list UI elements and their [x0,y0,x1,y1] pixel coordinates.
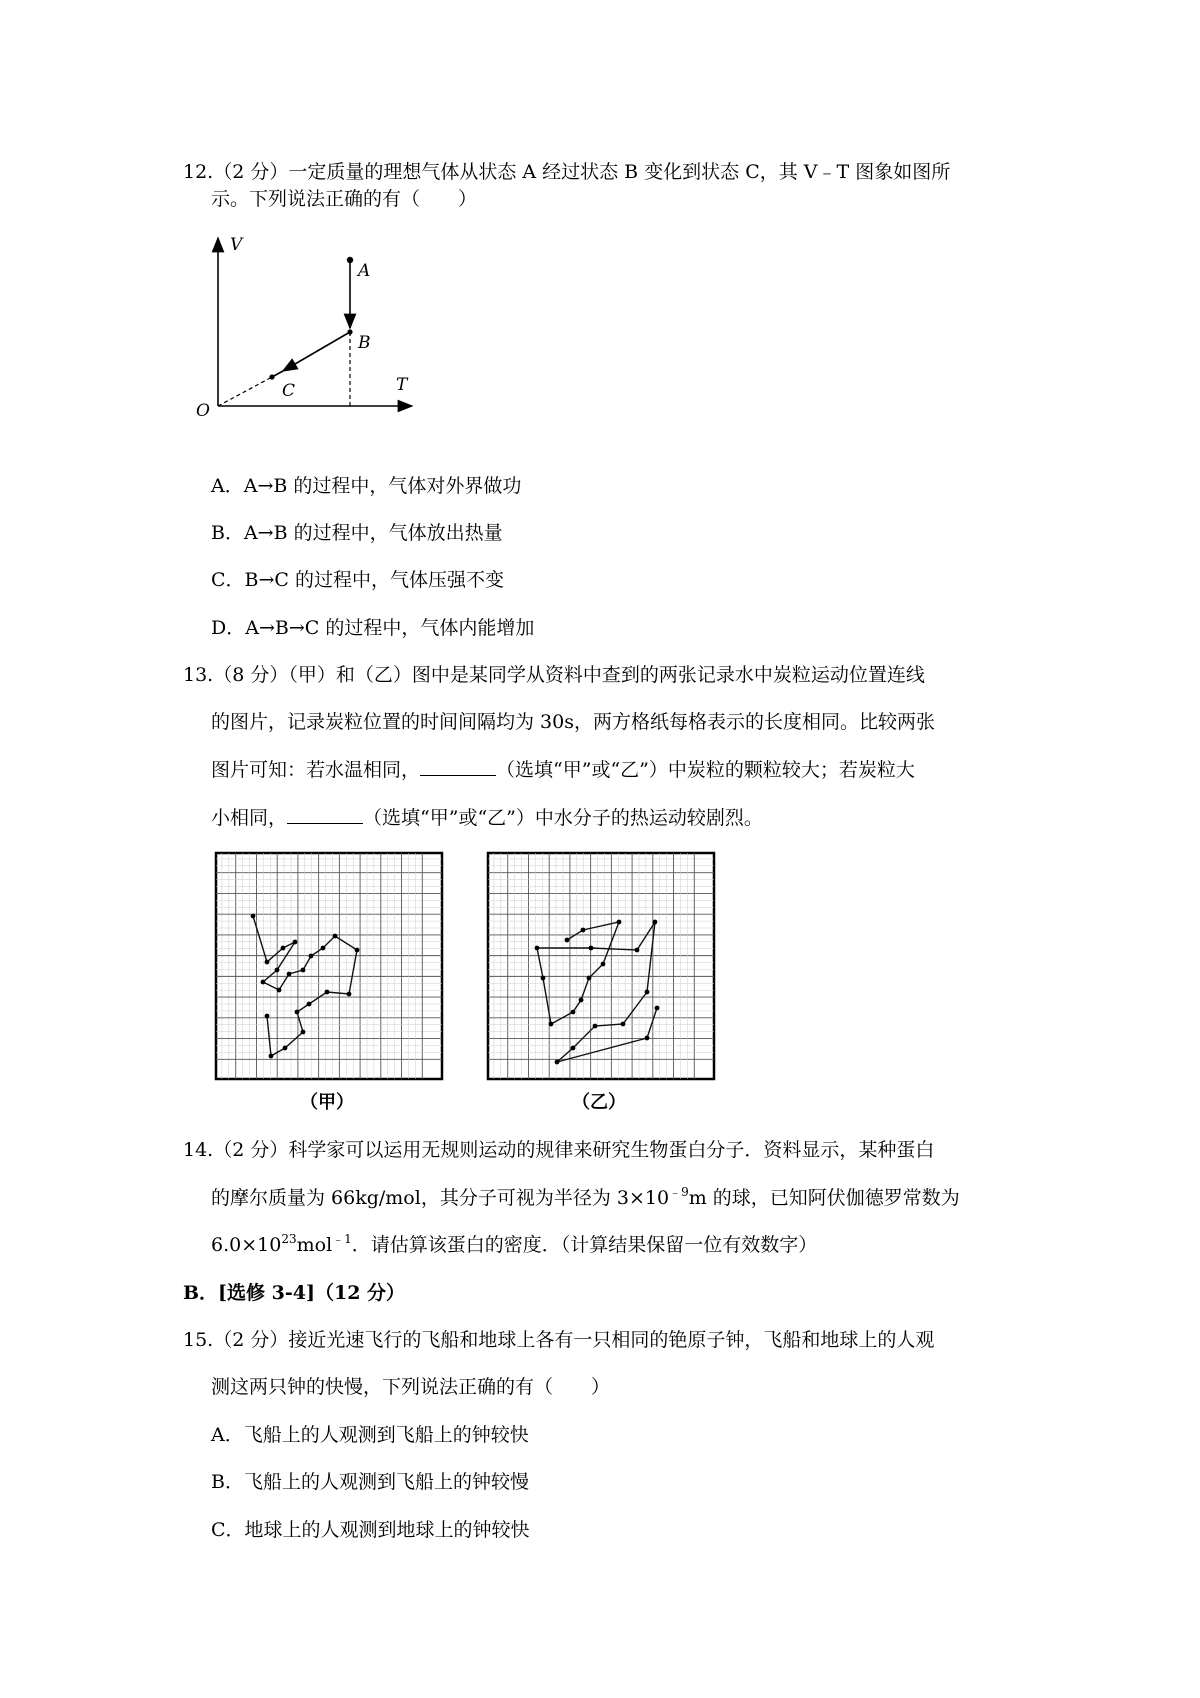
q12-option-d: D．A→B→C 的过程中，气体内能增加 [211,617,535,639]
q13-stem-line3 [211,757,915,782]
vt-graph [190,230,430,420]
q14-line3-part3: ．请估算该蛋白的密度．（计算结果保留一位有效数字） [351,1234,818,1256]
axis-v-label: V [230,235,243,255]
q14-line2-part1: 的摩尔质量为 66kg/mol，其分子可视为半径为 3×10 [211,1187,670,1209]
point-a-label: A [358,261,371,281]
q12-option-b: B．A→B 的过程中，气体放出热量 [211,522,503,544]
q13-stem-line1: 13.（8 分）（甲）和（乙）图中是某同学从资料中查到的两张记录水中炭粒运动位置连线 [183,664,925,686]
q14-line3-part2: mol [296,1234,333,1256]
point-c-dot [269,374,274,379]
q15-option-c: C．地球上的人观测到地球上的钟较快 [211,1519,530,1541]
caption-yi: （乙） [572,1092,626,1113]
dashed-origin-to-c [218,377,272,406]
q13-blank-1[interactable] [420,757,496,776]
q14-exponent-23: 23 [281,1232,297,1246]
q14-exponent-neg1: ﹣1 [332,1232,352,1246]
q15-stem-line1: 15.（2 分）接近光速飞行的飞船和地球上各有一只相同的铯原子钟，飞船和地球上的人观 [183,1329,935,1351]
q15-option-a: A．飞船上的人观测到飞船上的钟较快 [211,1424,529,1446]
q13-blank-2[interactable] [287,805,363,824]
axis-t-label: T [396,375,408,395]
origin-label: O [196,401,210,421]
q14-stem-line1: 14.（2 分）科学家可以运用无规则运动的规律来研究生物蛋白分子．资料显示，某种蛋白 [183,1139,935,1161]
section-b-heading: B．[选修 3-4]（12 分） [183,1282,406,1304]
q12-stem-line1: 12.（2 分）一定质量的理想气体从状态 A 经过状态 B 变化到状态 C，其 V﹣T 图象如图所 [183,161,951,183]
q14-line3-part1: 6.0×10 [211,1234,282,1256]
q14-exponent: ﹣9 [669,1185,689,1199]
q15-option-b: B．飞船上的人观测到飞船上的钟较慢 [211,1471,529,1493]
q15-stem-line2: 测这两只钟的快慢，下列说法正确的有（ ） [211,1376,611,1398]
q13-stem-line4 [211,805,763,830]
q14-stem-line3 [211,1233,817,1257]
q13-stem-line2: 的图片，记录炭粒位置的时间间隔均为 30s，两方格纸每格表示的长度相同。比较两张 [211,711,935,733]
grid-figure-yi [487,852,715,1080]
q13-line3-after: （选填“甲”或“乙”）中炭粒的颗粒较大；若炭粒大 [496,759,915,781]
q12-stem-line2: 示。下列说法正确的有（ ） [211,188,478,210]
point-b-label: B [358,333,371,353]
q13-line4-before: 小相同， [211,807,288,829]
point-b-dot [347,329,352,334]
q13-line3-before: 图片可知：若水温相同， [211,759,421,781]
q12-option-a: A．A→B 的过程中，气体对外界做功 [211,475,522,497]
q13-line4-after: （选填“甲”或“乙”）中水分子的热运动较剧烈。 [363,807,763,829]
point-c-label: C [282,381,296,401]
grid-figure-jia [215,852,443,1080]
caption-jia: （甲） [300,1092,354,1113]
q12-option-c: C．B→C 的过程中，气体压强不变 [211,569,504,591]
segment-b-c [283,332,350,371]
point-a-dot [347,257,353,263]
q14-stem-line2 [211,1186,960,1210]
q14-line2-part2: m 的球，已知阿伏伽德罗常数为 [688,1187,960,1209]
